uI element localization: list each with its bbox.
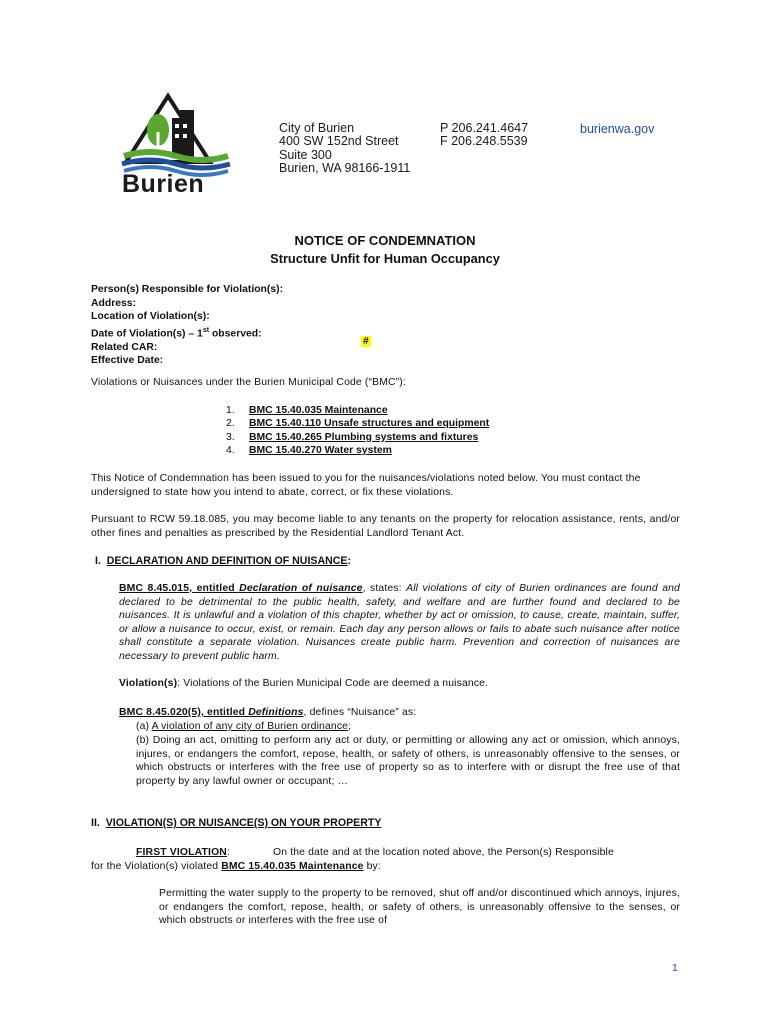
- address-line: Burien, WA 98166-1911: [279, 161, 411, 176]
- first-violation-text: On the date and at the location noted above, the Person(s) Responsible: [273, 847, 614, 858]
- address-line: Suite 300: [279, 147, 332, 162]
- violation-fields: [91, 283, 283, 368]
- violations-definition: Violation(s): Violations of the Burien Municipal Code are deemed a nuisance.: [119, 678, 489, 689]
- field-effective: Effective Date:: [91, 355, 164, 367]
- field-car: Related CAR:: [91, 341, 158, 353]
- website-link[interactable]: burienwa.gov: [580, 122, 655, 136]
- document-subtitle: Structure Unfit for Human Occupancy: [270, 251, 500, 266]
- page-number: 1: [672, 962, 678, 974]
- car-number: #: [363, 336, 369, 347]
- declaration-paragraph: BMC 8.45.015, entitled Declaration of nuisance, states: All violations of city of Burien ordinances are found and declared to be detrimental to the public health, safety, and welfare and are further found and declared to be nuisances. It is unlawful and a violation of this chapter, whether by act or omission, to cause, create, maintain, suffer, or allow a nuisance to occur, exist, or remain. Each day any person allows or fails to abate such nuisance after notice shall constitute a separate violation. Nuisances create public harm. Prevention and correction of nuisances are necessary to prevent public harm.: [119, 583, 680, 662]
- phone-number: P 206.241.4647: [440, 121, 529, 135]
- field-location: Location of Violation(s):: [91, 311, 210, 323]
- definition-b: (b) Doing an act, omitting to perform any act or duty, or permitting or allowing any act or omission, which annoys, injures, or endangers the comfort, repose, health, or safety of others, is unreasonably offensive to the senses, or which obstructs or interferes with the free use of property so as to interfere with or disrupt the free use of that property by any lawful owner or occupant; …: [136, 735, 680, 787]
- definition-a: (a) A violation of any city of Burien ordinance;: [136, 721, 352, 732]
- field-date: Date of Violation(s) – 1st observed:: [91, 326, 262, 340]
- relocation-paragraph: Pursuant to RCW 59.18.085, you may become liable to any tenants on the property for relocation assistance, rents, and/or other fines and penalties as prescribed by the Residential Landlord Tenant Act.: [91, 514, 680, 539]
- document-title: NOTICE OF CONDEMNATION: [294, 233, 476, 248]
- address-line: City of Burien: [279, 121, 355, 135]
- fax-number: F 206.248.5539: [440, 134, 528, 149]
- first-violation-body: Permitting the water supply to the property to be removed, shut off and/or discontinued which annoys, injures, or endangers the comfort, repose, health, or safety of others, is unreasonably offensive to the senses, or which obstructs or interferes with the free use of: [159, 888, 680, 927]
- definitions-ref: BMC 8.45.020(5), entitled Definitions, defines “Nuisance” as:: [119, 707, 417, 718]
- city-address: [279, 122, 410, 176]
- section-2-heading: II. VIOLATION(S) OR NUISANCE(S) ON YOUR PROPERTY: [91, 817, 382, 829]
- notice-paragraph: This Notice of Condemnation has been issued to you for the nuisances/violations noted below. You must contact the undersigned to state how you intend to abate, correct, or fix these violations.: [91, 473, 641, 498]
- list-item: 3. BMC 15.40.265 Plumbing systems and fixtures: [226, 431, 479, 443]
- list-item: 2. BMC 15.40.110 Unsafe structures and equipment: [226, 418, 490, 430]
- first-violation-line2: for the Violation(s) violated BMC 15.40.035 Maintenance by:: [91, 861, 381, 872]
- logo-wordmark: Burien: [122, 170, 205, 198]
- violations-list: [226, 404, 489, 458]
- field-persons: Person(s) Responsible for Violation(s):: [91, 284, 284, 295]
- list-item: 4. BMC 15.40.270 Water system: [226, 445, 392, 457]
- first-violation-label: FIRST VIOLATION:: [136, 847, 230, 858]
- address-line: 400 SW 152nd Street: [279, 134, 399, 149]
- violations-intro: Violations or Nuisances under the Burien Municipal Code (“BMC”):: [91, 377, 406, 388]
- list-item: 1. BMC 15.40.035 Maintenance: [226, 405, 388, 416]
- section-1-heading: I. DECLARATION AND DEFINITION OF NUISANCE:: [95, 555, 352, 567]
- city-phone: [440, 122, 528, 149]
- field-address: Address:: [91, 297, 137, 309]
